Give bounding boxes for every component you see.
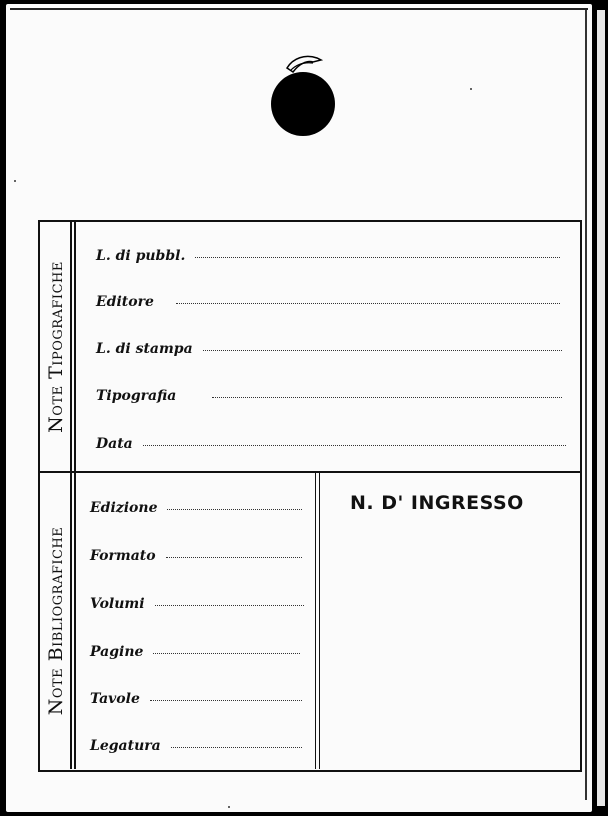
fill-line[interactable] [212,397,562,398]
fill-line[interactable] [150,700,302,701]
fill-line[interactable] [203,350,562,351]
column-divider [315,473,320,769]
field-l-di-pubbl[interactable]: L. di pubbl. [96,248,560,264]
note-tipografiche-side [40,222,70,471]
note-bibliografiche-heading: Note Bibliografiche [45,526,67,716]
fill-line[interactable] [153,653,300,654]
section-divider [38,471,580,473]
paper-speck [228,806,230,808]
punch-hole [271,72,335,136]
field-volumi[interactable]: Volumi [90,596,304,612]
card-right-border [585,10,587,800]
field-data[interactable]: Data [96,436,566,452]
field-edizione[interactable]: Edizione [90,500,302,516]
fill-line[interactable] [195,257,560,258]
fill-line[interactable] [171,747,302,748]
note-bibliografiche-side [40,473,70,769]
field-pagine[interactable]: Pagine [90,644,300,660]
field-l-di-stampa[interactable]: L. di stampa [96,341,562,357]
field-tipografia[interactable]: Tipografia [96,388,562,404]
field-formato[interactable]: Formato [90,548,302,564]
paper-speck [14,180,16,182]
fill-line[interactable] [155,605,304,606]
fill-line[interactable] [167,509,302,510]
torn-paper-flap [283,52,323,76]
field-legatura[interactable]: Legatura [90,738,302,754]
field-editore[interactable]: Editore [96,294,560,310]
fill-line[interactable] [176,303,560,304]
fill-line[interactable] [166,557,302,558]
card-back-strip [597,10,605,806]
field-tavole[interactable]: Tavole [90,691,302,707]
note-tipografiche-heading: Note Tipografiche [45,260,67,433]
numero-ingresso-label: N. D' INGRESSO [350,492,524,514]
paper-speck [470,88,472,90]
card-top-border [10,8,588,10]
fill-line[interactable] [143,445,566,446]
